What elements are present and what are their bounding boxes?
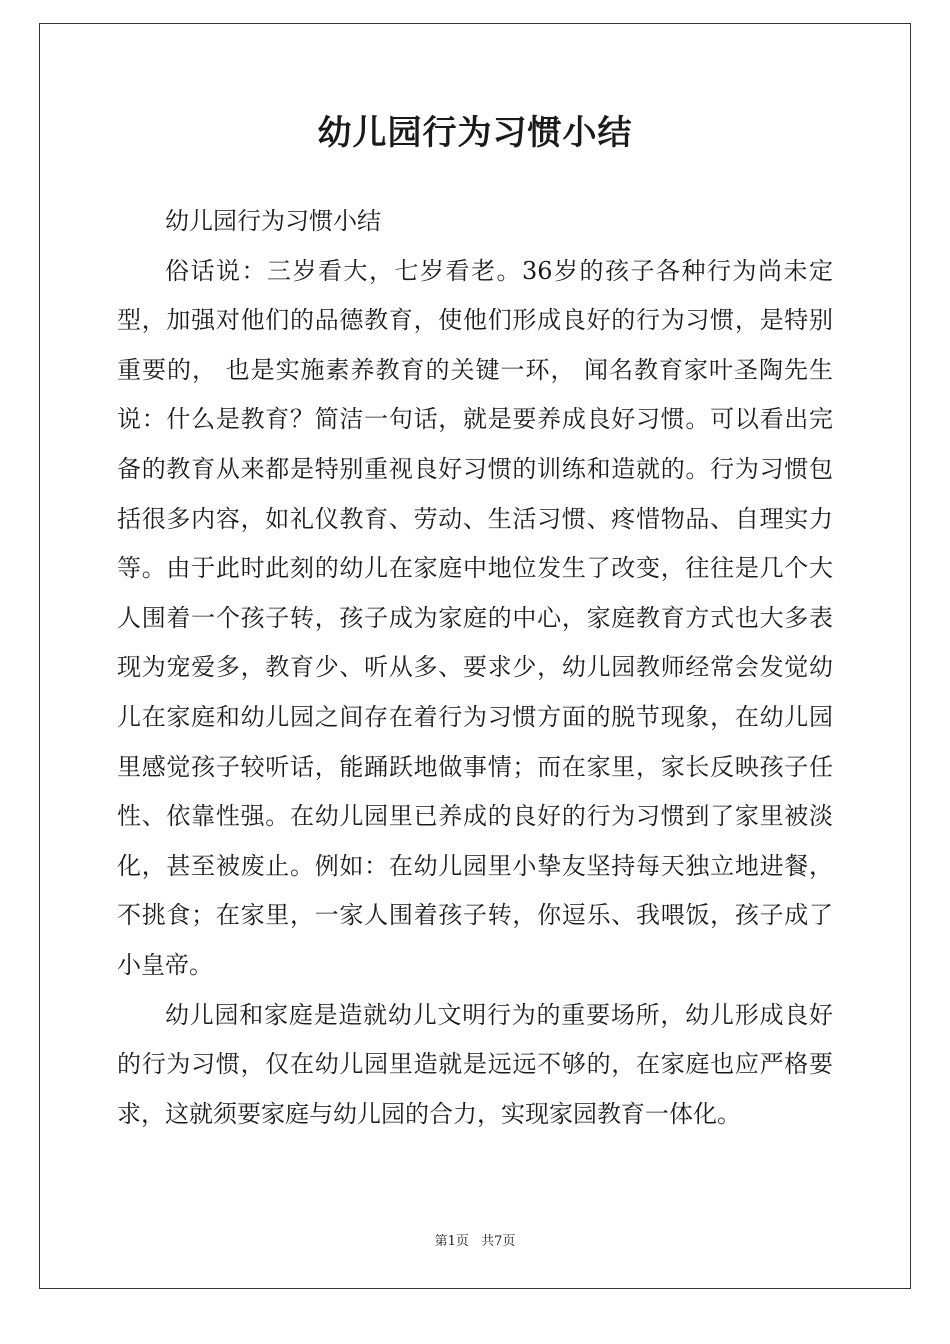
paragraph-1: 俗话说：三岁看大，七岁看老。36岁的孩子各种行为尚未定型，加强对他们的品德教育，使他们形成良好的行为习惯，是特别重要的， 也是实施素养教育的关键一环， 闻名教育家叶圣陶先生说：什么是教育？简洁一句话，就是要养成良好习惯。可以看出完备的教育从来都是特别重视良好习惯的训练和造就的。行为习惯包括很多内容，如礼仪教育、劳动、生活习惯、疼惜物品、自理实力等。由于此时此刻的幼儿在家庭中地位发生了改变，往往是几个大人围着一个孩子转，孩子成为家庭的中心，家庭教育方式也大多表现为宠爱多，教育少、听从多、要求少，幼儿园教师经常会发觉幼儿在家庭和幼儿园之间存在着行为习惯方面的脱节现象，在幼儿园里感觉孩子较听话，能踊跃地做事情；而在家里，家长反映孩子任性、依靠性强。在幼儿园里已养成的良好的行为习惯到了家里被淡化，甚至被废止。例如：在幼儿园里小挚友坚持每天独立地进餐，不挑食；在家里，一家人围着孩子转，你逗乐、我喂饭，孩子成了小皇帝。	[117, 256, 833, 979]
paragraph-2: 幼儿园和家庭是造就幼儿文明行为的重要场所，幼儿形成良好的行为习惯，仅在幼儿园里造就是远远不够的，在家庭也应严格要求，这就须要家庭与幼儿园的合力，实现家园教育一体化。	[117, 1000, 833, 1128]
page-footer	[0, 1233, 950, 1251]
page-total: 共7页	[481, 1234, 516, 1249]
document-title: 幼儿园行为习惯小结	[317, 112, 633, 153]
paragraph-subtitle: 幼儿园行为习惯小结	[165, 207, 381, 235]
page-number: 第1页	[434, 1234, 469, 1249]
document-body	[117, 197, 833, 1139]
